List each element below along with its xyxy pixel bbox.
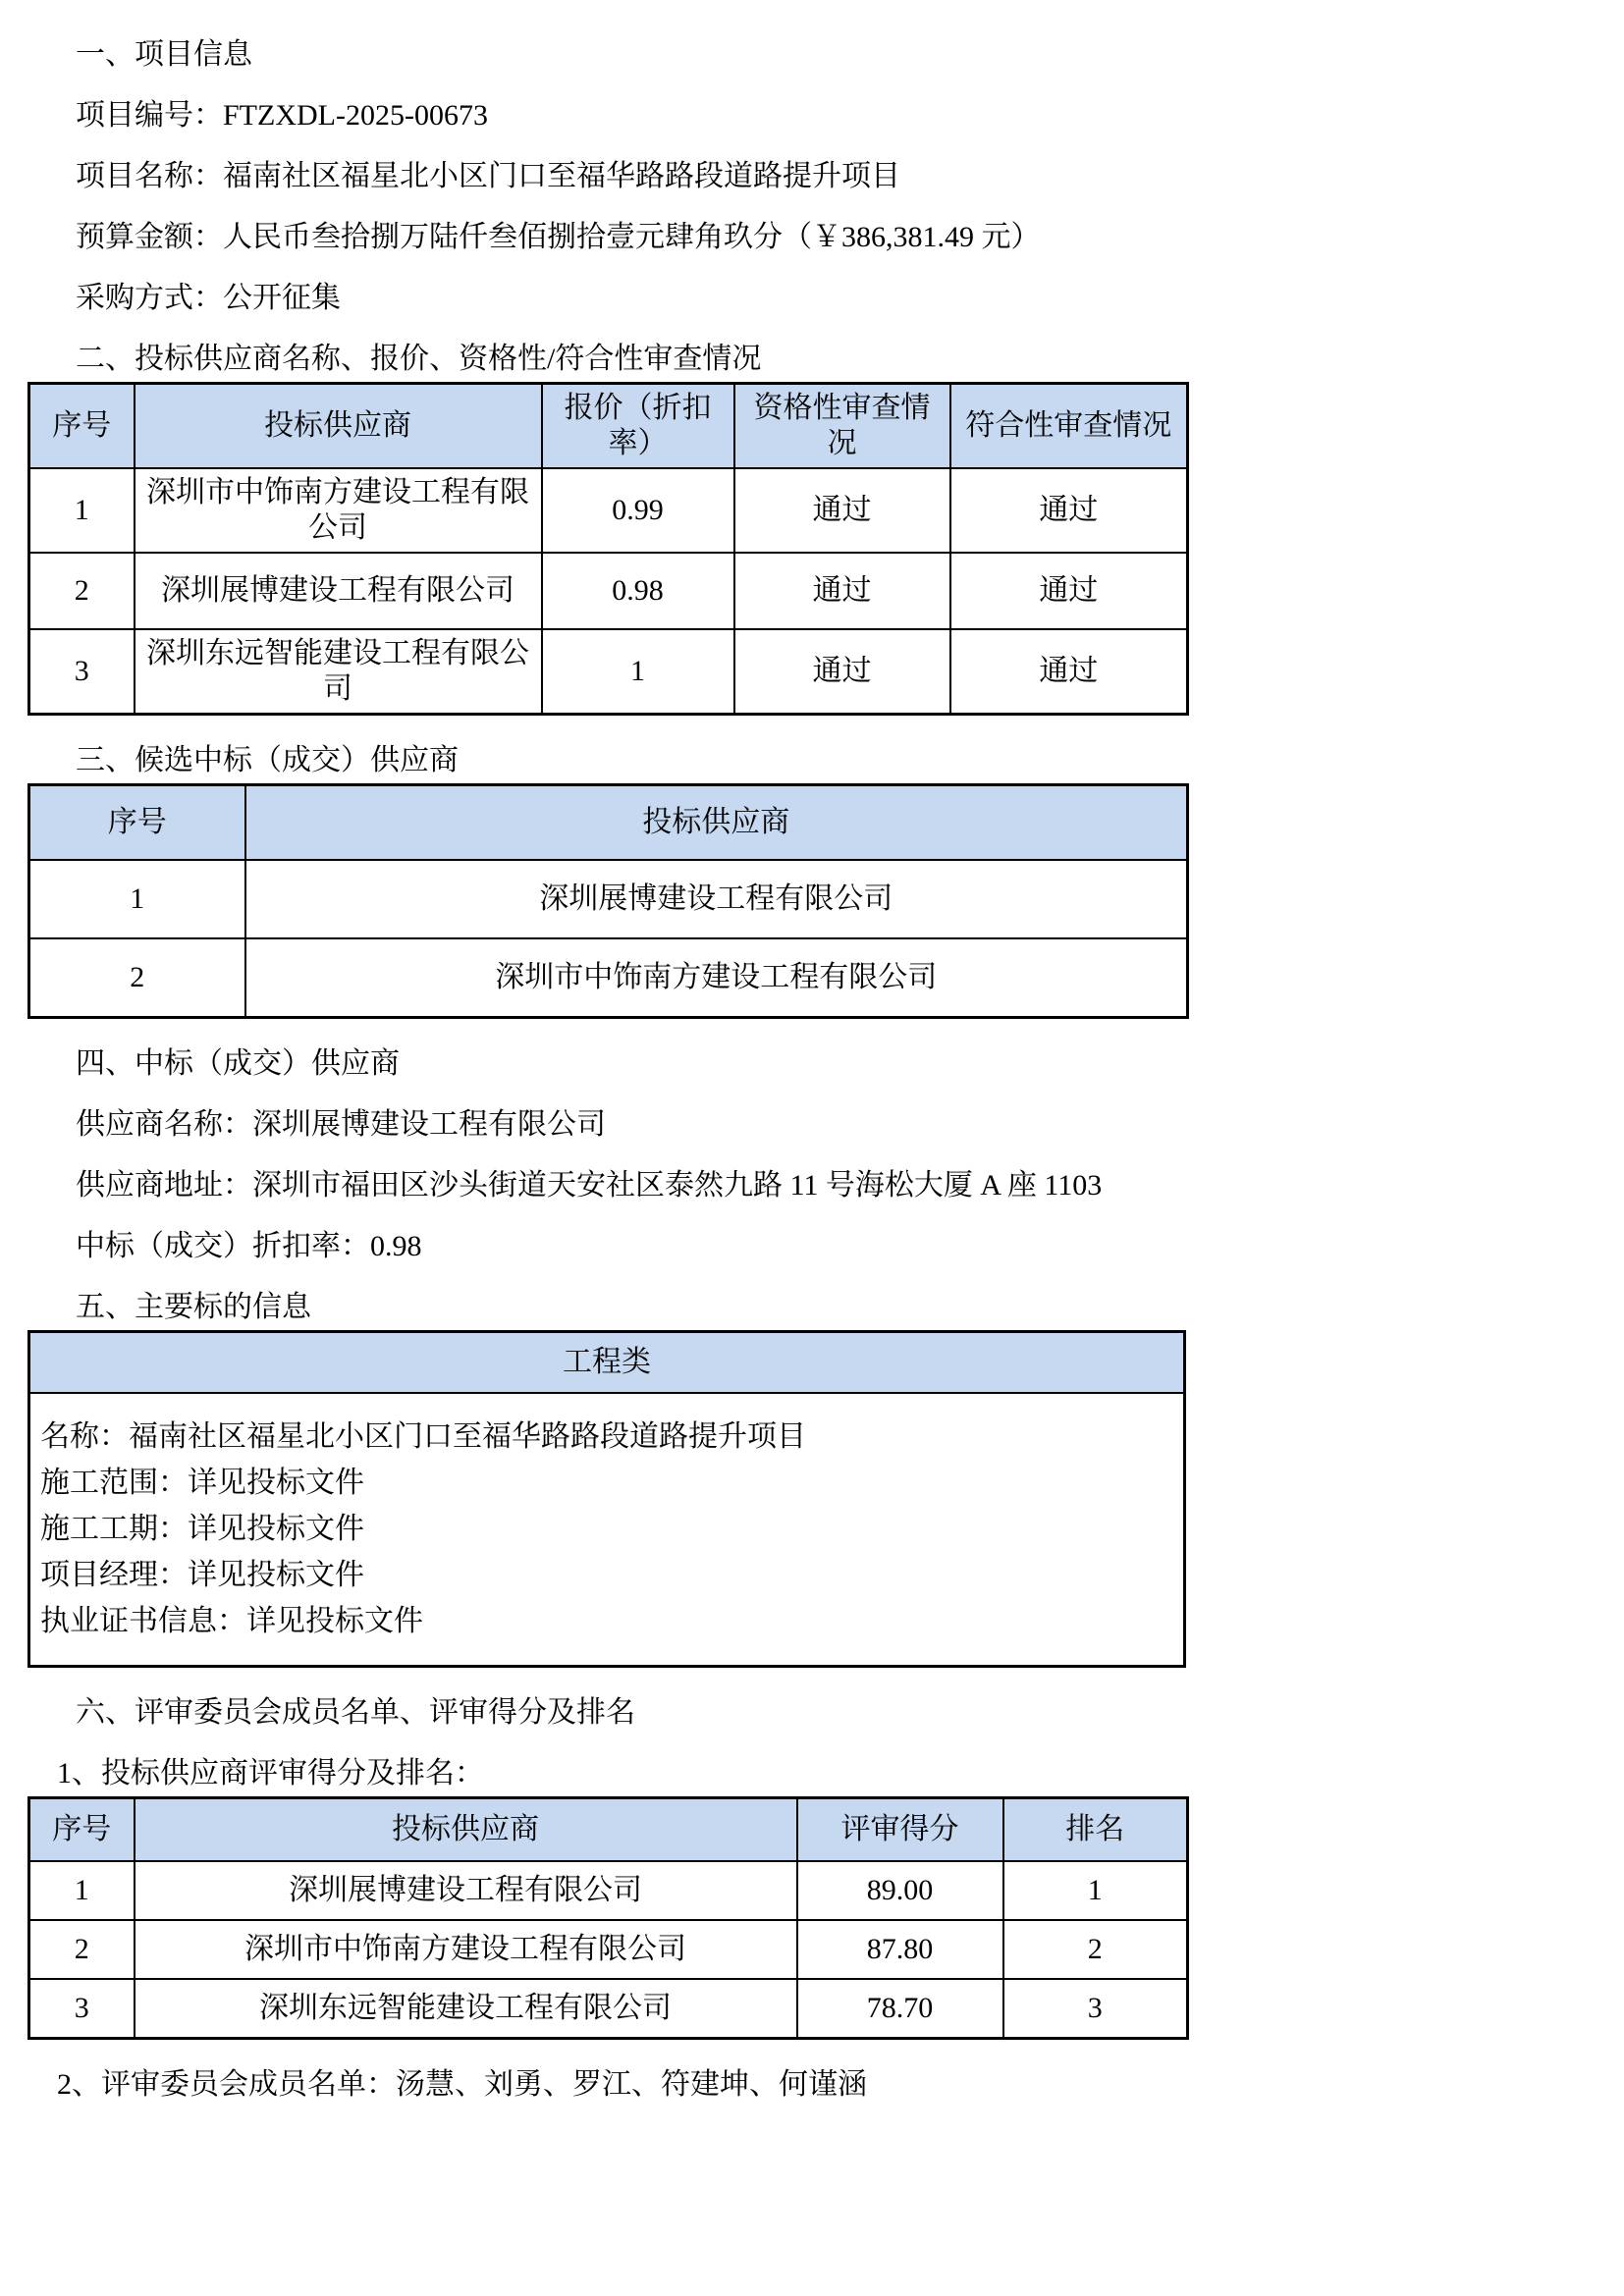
column-header: 排名 [1003, 1798, 1188, 1862]
column-header: 投标供应商 [245, 785, 1188, 861]
procurement-method-line: 采购方式：公开征集 [76, 282, 341, 314]
table-cell: 深圳展博建设工程有限公司 [135, 1861, 797, 1920]
table-header-row [29, 785, 1188, 861]
table-row [29, 1393, 1185, 1667]
winner-discount-line: 中标（成交）折扣率：0.98 [76, 1230, 422, 1262]
table-cell: 通过 [734, 553, 950, 629]
table-row [29, 468, 1188, 553]
table-cell: 通过 [734, 629, 950, 715]
project-number-line: 项目编号：FTZXDL-2025-00673 [76, 99, 488, 132]
table-row [29, 1861, 1188, 1920]
project-manager-line: 项目经理：详见投标文件 [40, 1559, 364, 1591]
table-cell: 0.98 [542, 553, 734, 629]
table-cell: 通过 [950, 468, 1188, 553]
section3-heading: 三、候选中标（成交）供应商 [76, 744, 459, 776]
table-cell: 2 [1003, 1920, 1188, 1979]
section1-heading: 一、项目信息 [76, 38, 252, 71]
table-row [29, 860, 1188, 938]
subject-matter-cell [29, 1393, 1185, 1667]
column-header: 序号 [29, 1798, 135, 1862]
column-header: 投标供应商 [135, 1798, 797, 1862]
table-cell: 3 [29, 629, 135, 715]
construction-scope-line: 施工范围：详见投标文件 [40, 1467, 364, 1499]
table-cell: 通过 [950, 629, 1188, 715]
table-row [29, 938, 1188, 1018]
section5-heading: 五、主要标的信息 [76, 1291, 311, 1323]
license-info-line: 执业证书信息：详见投标文件 [40, 1605, 423, 1637]
table-cell: 深圳展博建设工程有限公司 [135, 553, 542, 629]
winner-address-line: 供应商地址：深圳市福田区沙头街道天安社区泰然九路 11 号海松大厦 A 座 1103 [76, 1169, 1103, 1201]
column-header: 评审得分 [797, 1798, 1003, 1862]
table-cell: 1 [29, 1861, 135, 1920]
table-row [29, 629, 1188, 715]
table-cell: 2 [29, 938, 245, 1018]
column-header: 符合性审查情况 [950, 384, 1188, 469]
table-header-row [29, 1332, 1185, 1394]
table-cell: 深圳市中饰南方建设工程有限公司 [135, 1920, 797, 1979]
table-cell: 2 [29, 1920, 135, 1979]
table-cell: 3 [29, 1979, 135, 2039]
section6-sub1-heading: 1、投标供应商评审得分及排名： [57, 1757, 484, 1789]
table-cell: 89.00 [797, 1861, 1003, 1920]
column-header: 报价（折扣率） [542, 384, 734, 469]
table-cell: 深圳市中饰南方建设工程有限公司 [135, 468, 542, 553]
table-cell: 1 [29, 860, 245, 938]
subject-name-line: 名称：福南社区福星北小区门口至福华路路段道路提升项目 [40, 1420, 806, 1453]
project-name-line: 项目名称：福南社区福星北小区门口至福华路路段道路提升项目 [76, 160, 900, 192]
table-cell: 深圳展博建设工程有限公司 [245, 860, 1188, 938]
column-header: 工程类 [29, 1332, 1185, 1394]
section6-heading: 六、评审委员会成员名单、评审得分及排名 [76, 1696, 635, 1729]
bid-review-table [27, 382, 1189, 716]
table-cell: 87.80 [797, 1920, 1003, 1979]
column-header: 资格性审查情况 [734, 384, 950, 469]
section2-heading: 二、投标供应商名称、报价、资格性/符合性审查情况 [76, 343, 762, 375]
table-cell: 1 [29, 468, 135, 553]
column-header: 序号 [29, 384, 135, 469]
table-header-row [29, 1798, 1188, 1862]
committee-members-line: 2、评审委员会成员名单：汤慧、刘勇、罗江、符建坤、何谨涵 [57, 2068, 867, 2101]
section4-heading: 四、中标（成交）供应商 [76, 1047, 400, 1080]
score-ranking-table [27, 1796, 1189, 2040]
table-cell: 通过 [734, 468, 950, 553]
table-cell: 深圳东远智能建设工程有限公司 [135, 1979, 797, 2039]
table-row [29, 1979, 1188, 2039]
candidate-suppliers-table [27, 783, 1189, 1019]
table-cell: 1 [1003, 1861, 1188, 1920]
table-row [29, 553, 1188, 629]
table-cell: 3 [1003, 1979, 1188, 2039]
subject-matter-table [27, 1330, 1186, 1668]
table-cell: 0.99 [542, 468, 734, 553]
column-header: 投标供应商 [135, 384, 542, 469]
construction-period-line: 施工工期：详见投标文件 [40, 1513, 364, 1545]
table-cell: 通过 [950, 553, 1188, 629]
budget-amount-line: 预算金额：人民币叁拾捌万陆仟叁佰捌拾壹元肆角玖分（￥386,381.49 元） [76, 221, 1041, 253]
table-cell: 78.70 [797, 1979, 1003, 2039]
winner-name-line: 供应商名称：深圳展博建设工程有限公司 [76, 1108, 606, 1141]
table-cell: 深圳市中饰南方建设工程有限公司 [245, 938, 1188, 1018]
table-cell: 深圳东远智能建设工程有限公司 [135, 629, 542, 715]
table-header-row [29, 384, 1188, 469]
table-row [29, 1920, 1188, 1979]
table-cell: 1 [542, 629, 734, 715]
column-header: 序号 [29, 785, 245, 861]
table-cell: 2 [29, 553, 135, 629]
